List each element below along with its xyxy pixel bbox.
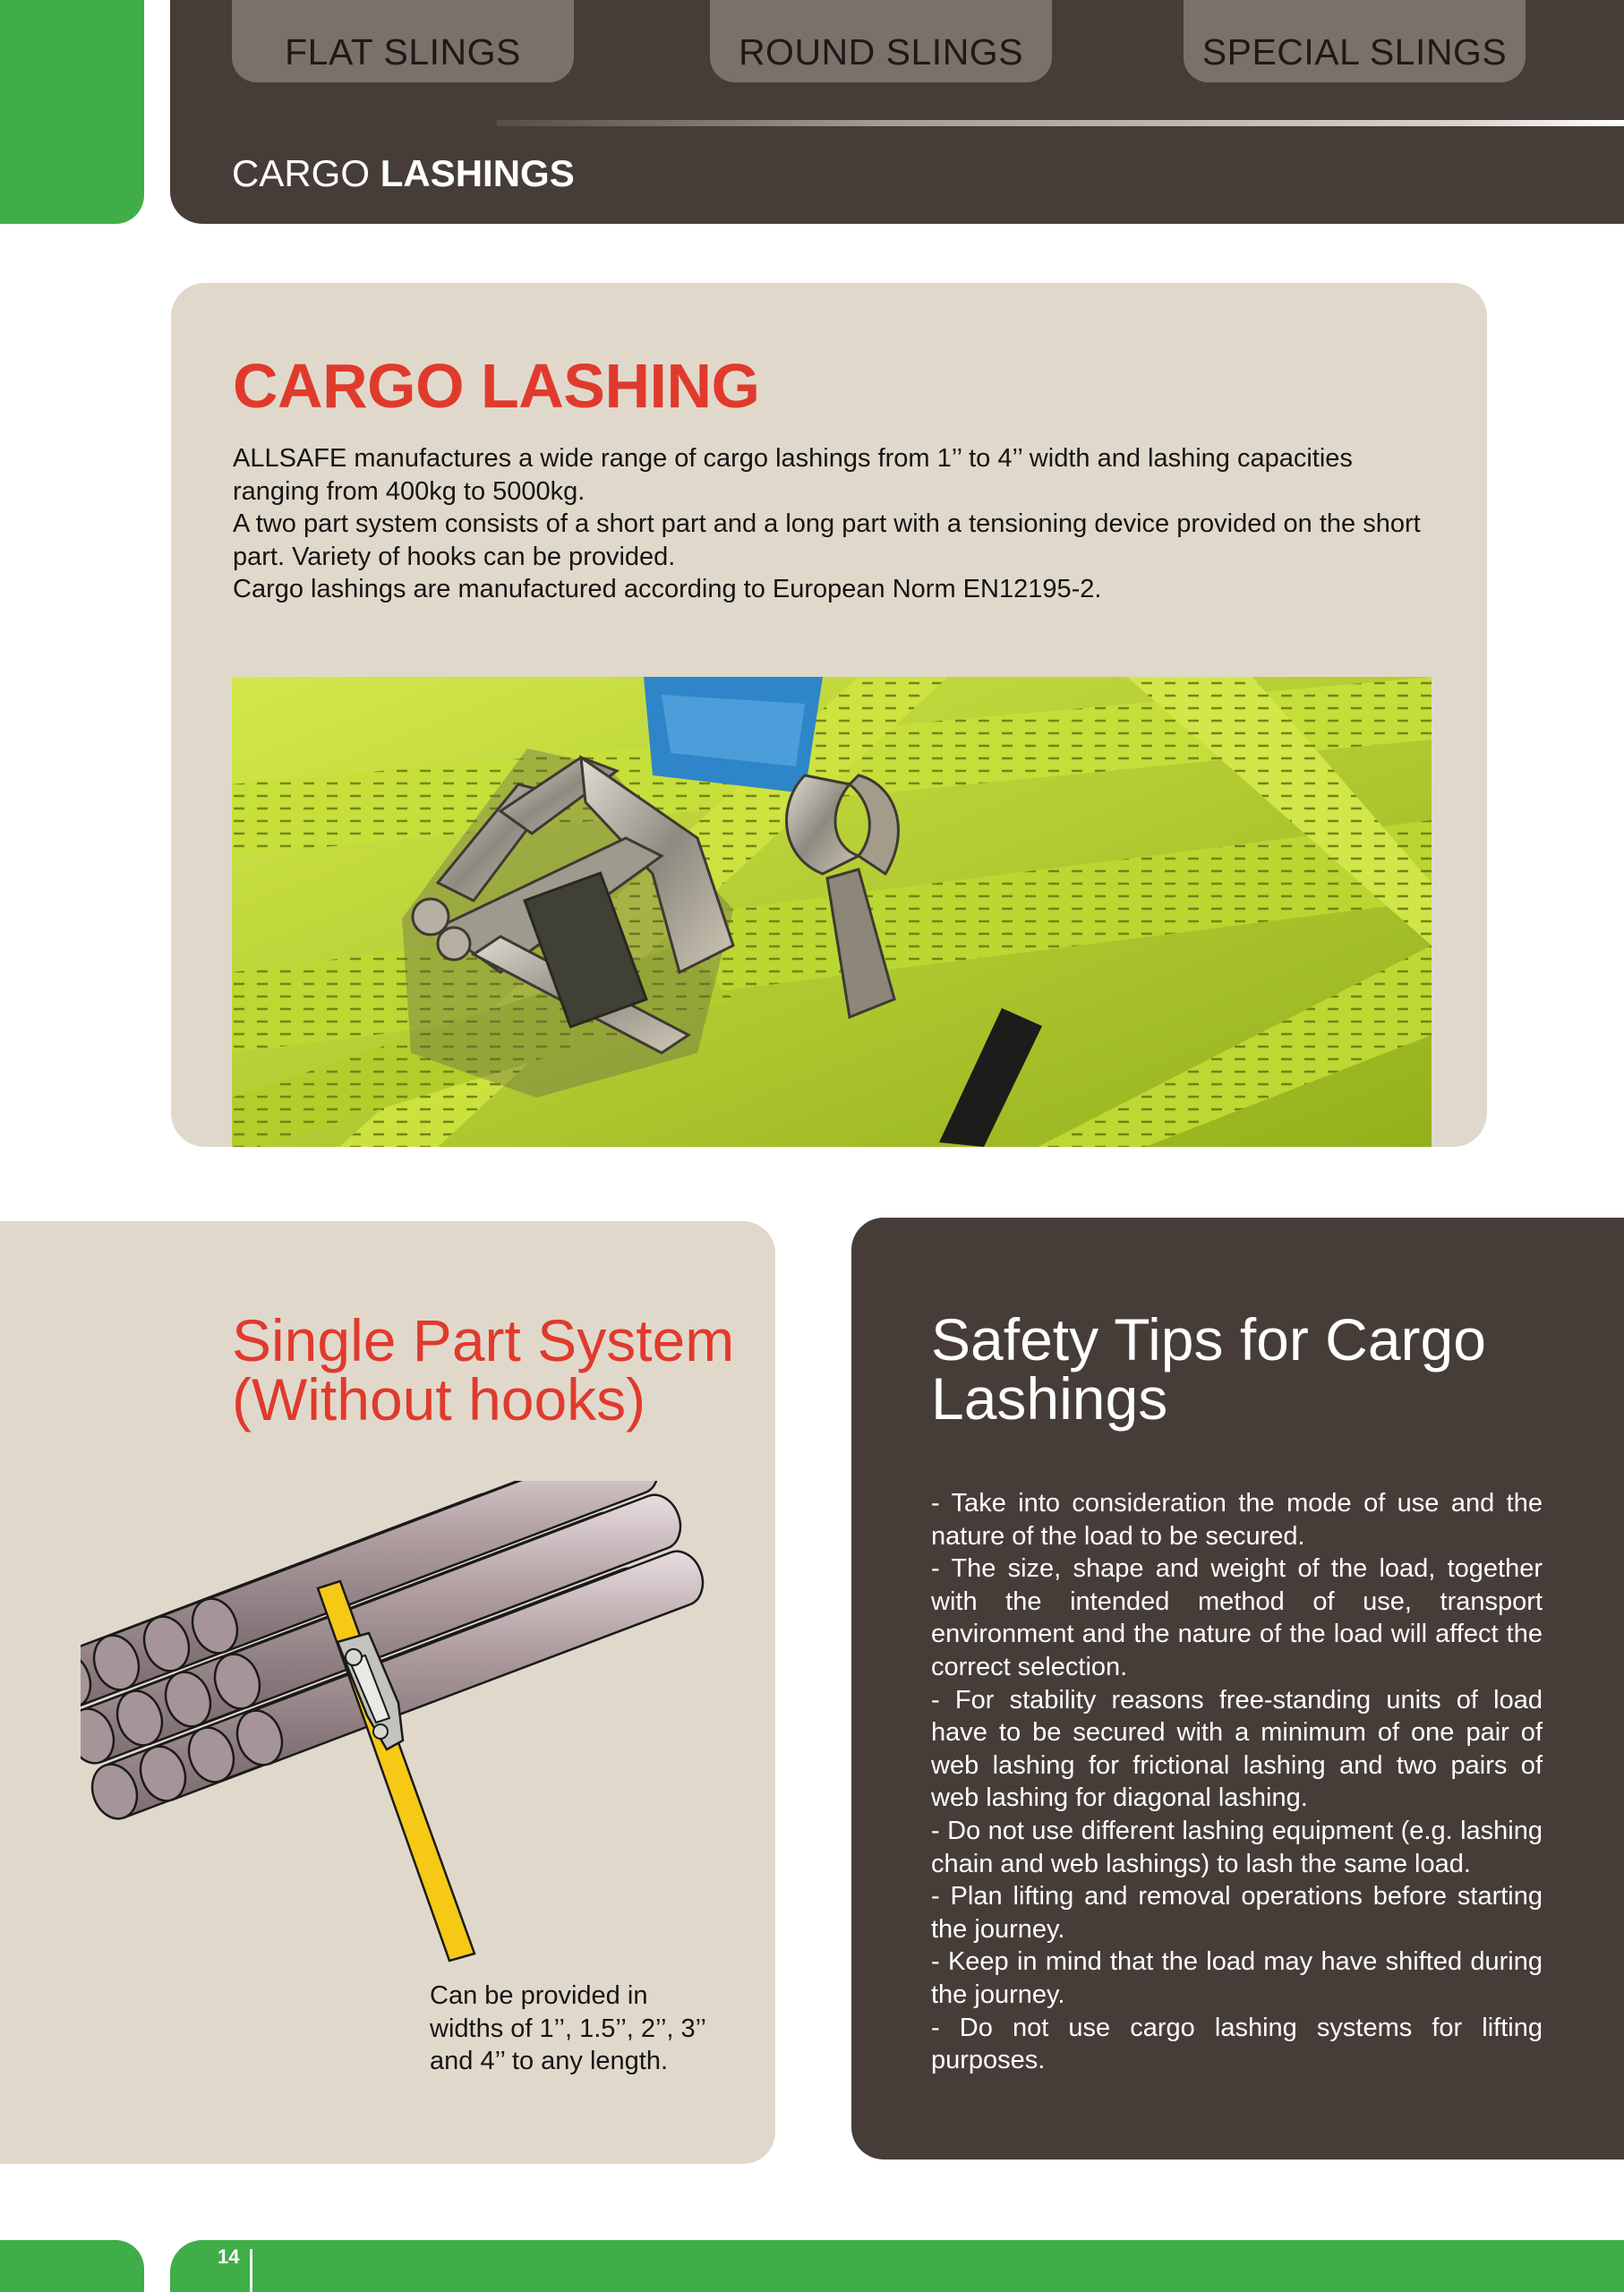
safety-tip: - For stability reasons free-standing units of load have to be secured with a minimum of one pair of web lashing for frictional lashing and two pairs of web lashing for diagonal lashing. [931,1685,1543,1813]
tab-flat-slings[interactable]: FLAT SLINGS [232,0,574,82]
green-corner-tab-bottom [0,2240,144,2292]
header-divider [497,120,1624,126]
bundled-pipes-illustration [81,1481,707,1982]
safety-tips-heading: Safety Tips for Cargo Lashings [931,1306,1486,1432]
single-part-heading: Single Part System (Without hooks) [232,1307,735,1432]
section-title-light: CARGO [232,152,380,194]
safety-tips-card [851,1218,1624,2159]
intro-paragraph: Cargo lashings are manufactured according to European Norm EN12195-2. [233,575,1102,604]
ratchet-strap-photo [232,677,1432,1147]
safety-tip: - Keep in mind that the load may have shifted during the journey. [931,1947,1543,2009]
safety-tip: - Take into consideration the mode of use and the nature of the load to be secured. [931,1489,1543,1551]
tab-round-slings[interactable]: ROUND SLINGS [710,0,1052,82]
intro-card [171,283,1487,1147]
single-part-card [0,1221,775,2164]
safety-tip: - The size, shape and weight of the load, together with the intended method of use, transport environment and the nature of the load will affect the correct selection. [931,1554,1543,1681]
safety-tips-list [931,1487,1543,2077]
section-title [232,152,575,194]
page-number: 14 [218,2245,240,2268]
safety-tip: - Plan lifting and removal operations before starting the journey. [931,1882,1543,1944]
green-corner-tab-top [0,0,144,224]
intro-heading: CARGO LASHING [233,351,760,421]
tab-special-slings[interactable]: SPECIAL SLINGS [1184,0,1526,82]
intro-paragraph: ALLSAFE manufactures a wide range of cargo lashings from 1’’ to 4’’ width and lashing capacities ranging from 400kg to 5000kg. [233,444,1353,506]
safety-tip: - Do not use cargo lashing systems for lifting purposes. [931,2013,1543,2075]
intro-text [233,442,1441,606]
intro-paragraph: A two part system consists of a short part and a long part with a tensioning device provided on the short part. Variety of hooks can be provided. [233,509,1421,571]
page-number-rule [250,2249,252,2292]
single-part-caption: Can be provided in widths of 1’’, 1.5’’, 2’’, 3’’ and 4’’ to any length. [430,1981,706,2076]
safety-tip: - Do not use different lashing equipment (e.g. lashing chain and web lashings) to lash the same load. [931,1816,1543,1878]
section-title-bold: LASHINGS [380,152,575,194]
footer-band [170,2240,1624,2292]
